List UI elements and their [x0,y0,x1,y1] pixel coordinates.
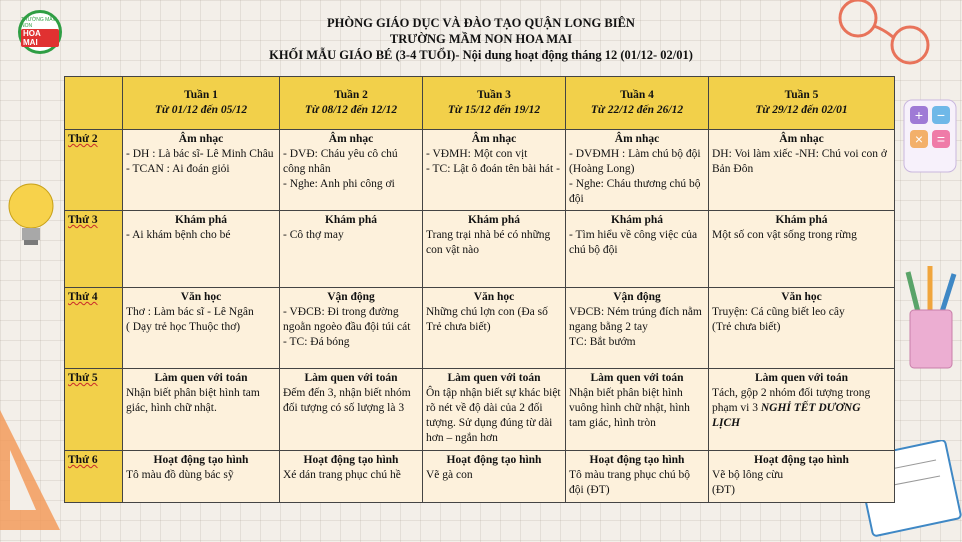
activity-cell [423,369,566,451]
activity-text: Những chú lợn con (Đa số Trẻ chưa biết) [426,306,548,333]
activity-cell [423,451,566,503]
subject-label: Làm quen với toán [304,372,398,384]
activity-text: Truyện: Cá cũng biết leo cây [712,306,845,318]
activity-text: - TC: Lật ô đoán tên bài hát - [426,163,560,175]
subject-label: Khám phá [775,214,828,226]
subject-label: Văn học [781,291,822,303]
activity-cell [280,369,423,451]
activity-text: (Trẻ chưa biết) [712,321,781,333]
activity-cell [566,211,709,288]
subject-label: Làm quen với toán [447,372,541,384]
week-header-row [65,77,895,130]
day-row [65,451,895,503]
subject-label: Hoạt động tạo hình [153,454,249,466]
day-label: Thứ 5 [68,372,98,384]
week-range: Từ 29/12 đến 02/01 [755,104,848,116]
activity-text: Nhận biết phân biệt hình tam giác, hình chữ nhật. [126,387,260,414]
subject-label: Hoạt động tạo hình [589,454,685,466]
day-cell [65,369,123,451]
activity-text: VĐCB: Ném trúng đích nằm ngang bằng 2 tay [569,306,702,333]
activity-cell [123,369,280,451]
week-label: Tuần 2 [334,89,368,101]
activity-text: Đếm đến 3, nhận biết nhóm đối tượng có số lượng là 3 [283,387,411,414]
day-row [65,130,895,211]
day-label: Thứ 3 [68,214,98,226]
week-range: Từ 15/12 đến 19/12 [447,104,541,116]
activity-text: Tô màu đồ dùng bác sỹ [126,469,234,481]
activity-cell [123,288,280,369]
week-range: Từ 01/12 đến 05/12 [154,104,248,116]
svg-text:=: = [936,131,946,147]
activity-cell [709,211,895,288]
activity-cell [423,130,566,211]
activity-text: Ôn tập nhận biết sự khác biệt rõ nét về độ dài của 2 đối tượng. Sử dụng đúng từ dài hơn – ngắn hơn [426,387,561,444]
week-label: Tuần 3 [477,89,511,101]
day-label: Thứ 4 [68,291,98,303]
activity-text: Tách, gộp 2 nhóm đối tượng trong phạm vi 3 [712,387,871,414]
activity-cell [280,211,423,288]
activity-text: - Nghe: Anh phi công ơi [283,178,395,190]
week-label: Tuần 4 [620,89,654,101]
activity-text: Vẽ bộ lông cừu [712,469,784,481]
subject-label: Văn học [473,291,515,303]
activity-cell [566,369,709,451]
activity-text: Vẽ gà con [426,469,473,481]
activity-text: - Nghe: Cháu thương chú bộ đội [569,178,701,205]
activity-cell [280,451,423,503]
activity-text: - Cô thợ may [283,229,344,241]
pencil-cup-icon [900,262,962,377]
subject-label: Âm nhạc [779,133,824,145]
day-row [65,369,895,451]
activity-cell [709,451,895,503]
subject-label: Âm nhạc [614,133,660,145]
subject-label: Khám phá [610,214,664,226]
activity-text: - TC: Đá bóng [283,336,350,348]
activity-text: Một số con vật sống trong rừng [712,229,857,241]
day-row [65,288,895,369]
day-cell [65,211,123,288]
svg-text:+: + [914,107,924,123]
activity-text: (ĐT) [712,484,735,496]
day-label: Thứ 6 [68,454,98,466]
activity-cell [280,288,423,369]
week-label: Tuần 5 [784,89,819,101]
activity-cell [123,211,280,288]
calculator-icon [902,98,958,179]
activity-text: DH: Voi làm xiếc -NH: Chú voi con ở Bản Đôn [712,148,887,175]
activity-text: - DH : Là bác sĩ- Lê Minh Châu [126,148,274,160]
activity-cell [709,369,895,451]
subject-label: Âm nhạc [328,133,374,145]
activity-text: - TCAN : Ai đoán giỏi [126,163,230,175]
header-line-1: PHÒNG GIÁO DỤC VÀ ĐÀO TẠO QUẬN LONG BIÊN [327,16,635,30]
svg-text:−: − [936,107,946,123]
logo-name-text: HOA MAI [21,29,59,47]
activity-text: Thơ : Làm bác sĩ - Lê Ngân [126,306,254,318]
week-header [280,77,423,130]
day-cell [65,451,123,503]
activity-cell [566,288,709,369]
activity-text: - Ai khám bệnh cho bé [126,229,231,241]
subject-label: Âm nhạc [178,133,224,145]
activity-text: - DVĐMH : Làm chú bộ đội (Hoàng Long) [569,148,701,175]
activity-cell [123,130,280,211]
activity-cell [709,288,895,369]
holiday-note: NGHỈ TẾT DƯƠNG LỊCH [712,402,861,429]
subject-label: Làm quen với toán [154,372,248,384]
header-line-3: KHỐI MẪU GIÁO BÉ (3-4 TUỔI)- Nội dung hoạt động tháng 12 (01/12- 02/01) [269,48,693,62]
subject-label: Hoạt động tạo hình [446,454,542,466]
week-header [423,77,566,130]
activity-cell [566,451,709,503]
day-row [65,211,895,288]
week-header [123,77,280,130]
week-header [566,77,709,130]
subject-label: Văn học [180,291,222,303]
subject-label: Khám phá [174,214,228,226]
subject-label: Hoạt động tạo hình [754,454,849,466]
subject-label: Làm quen với toán [590,372,684,384]
activity-text: Xé dán trang phục chú hề [283,469,401,481]
subject-label: Khám phá [324,214,378,226]
week-header [709,77,895,130]
week-label: Tuần 1 [184,89,218,101]
subject-label: Vận động [613,291,661,303]
activity-text: ( Dạy trẻ học Thuộc thơ) [126,321,241,333]
activity-text: TC: Bắt bướm [569,336,636,348]
activity-text: - VĐMH: Một con vịt [426,148,528,160]
schedule-table [64,76,895,503]
ruler-triangle-icon [0,390,64,542]
page-header [0,15,962,63]
subject-label: Vận động [327,291,375,303]
subject-label: Hoạt động tạo hình [303,454,399,466]
activity-cell [280,130,423,211]
week-range: Từ 22/12 đến 26/12 [590,104,684,116]
week-range: Từ 08/12 đến 12/12 [304,104,398,116]
activity-cell [123,451,280,503]
lightbulb-icon [2,176,60,261]
logo-top-text: TRƯỜNG MẦM NON [21,17,57,29]
activity-text: - Tìm hiểu về công việc của chú bộ đội [569,229,698,256]
activity-cell [423,288,566,369]
activity-cell [423,211,566,288]
header-line-2: TRƯỜNG MẦM NON HOA MAI [389,32,573,46]
subject-label: Làm quen với toán [755,372,848,384]
day-cell [65,130,123,211]
activity-text: Tô màu trang phục chú bộ đội (ĐT) [569,469,691,496]
day-cell [65,288,123,369]
day-label: Thứ 2 [68,133,98,145]
subject-label: Khám phá [467,214,521,226]
activity-cell [709,130,895,211]
activity-text: Trang trại nhà bé có những con vật nào [426,229,551,256]
activity-text: - VĐCB: Đi trong đường ngoằn ngoèo đầu đội túi cát [283,306,411,333]
activity-text: - DVĐ: Cháu yêu cô chú công nhân [283,148,398,175]
activity-text: Nhận biết phân biệt hình vuông hình chữ nhật, hình tam giác, hình tròn [569,387,690,429]
corner-cell [65,77,123,130]
subject-label: Âm nhạc [471,133,517,145]
activity-cell [566,130,709,211]
svg-text:×: × [914,131,924,147]
